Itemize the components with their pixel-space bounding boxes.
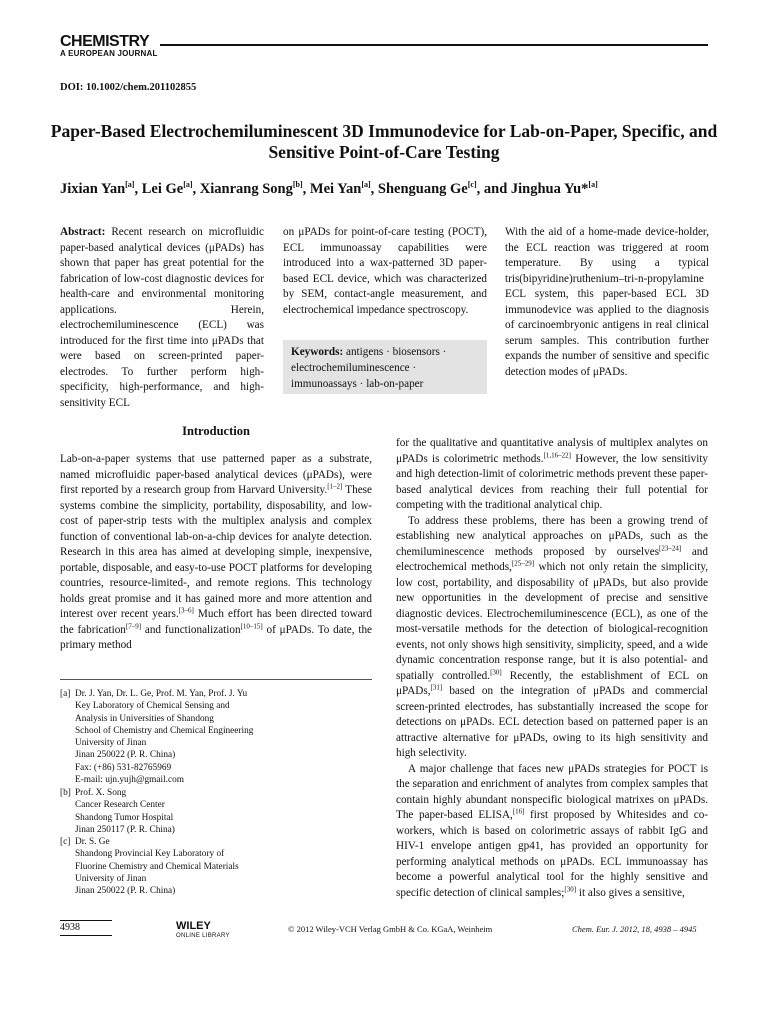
abstract-column-1 bbox=[60, 225, 264, 411]
affiliation-line: Prof. X. Song bbox=[75, 788, 127, 798]
header-rule bbox=[160, 44, 708, 46]
affiliation-label: [c] bbox=[60, 837, 71, 847]
author-name: Mei Yan bbox=[309, 180, 362, 197]
paragraph-text: Much effort has been directed toward the fabrication bbox=[60, 608, 372, 636]
page-number: 4938 bbox=[60, 922, 80, 933]
citation-ref: [30] bbox=[490, 667, 502, 676]
keywords-text: antigens · biosensors · electrochemiluminescence · immunoassays · lab-on-paper bbox=[291, 346, 447, 390]
journal-subtitle: A EUROPEAN JOURNAL bbox=[60, 49, 158, 58]
section-heading-introduction: Introduction bbox=[182, 424, 250, 438]
abstract-label: Abstract: bbox=[60, 226, 106, 238]
abstract-text-3: With the aid of a home-made device-holder, the ECL reaction was triggered at room temperature. By using a typical tris(bipyridine)ruthenium–tri-n-propylamine ECL system, this paper-based ECL 3D immunodevice was applied to the diagnosis of carcinoembryonic antigens in real clinical serum samples. This contribution further expands the number of sensitive and specific detection modes of μPADs. bbox=[505, 226, 709, 378]
paragraph bbox=[396, 762, 708, 902]
footnote-rule bbox=[60, 679, 372, 680]
author-name: Xianrang Song bbox=[199, 180, 293, 197]
affiliation-line: Jinan 250022 (P. R. China) bbox=[75, 886, 176, 897]
intro-left-column bbox=[60, 452, 372, 654]
paragraph-text: These systems combine the simplicity, portability, disposability, and low-cost of paper-strip tests with the multiplex analysis and complex function of conventional lab-on-a-chip devices for analyte detection. Research in this area has aimed at developing simple, inexpensive, portable, disposable, and easy-to-use POCT platforms for developing countries, resource-limited-, and remote regions. This technology holds great promise and it has gained more and more attention and interest over recent years. bbox=[60, 484, 372, 620]
affiliation-line: Shandong Tumor Hospital bbox=[75, 812, 174, 823]
paragraph-text: and electrochemical methods, bbox=[396, 545, 708, 573]
paragraph bbox=[396, 514, 708, 762]
affiliation-line: Cancer Research Center bbox=[75, 800, 165, 811]
affiliation-line: Fax: (+86) 531-82765969 bbox=[75, 762, 172, 773]
paragraph-text: which not only retain the simplicity, low cost, portability, and disposability of μPADs, but also provide new opportunities in the development of precise and sensitive diagnostic devices. Electrochemiluminescence (ECL), as one of the most-versatile methods for the detection of biological-recognition events, not only shows high sensitivity, simplicity, speed, and a wide dynamic concentration response range, but it is also potential- and spatially controlled. bbox=[396, 561, 708, 682]
author-affiliation-mark: [a] bbox=[125, 180, 135, 189]
affiliation-line: Dr. S. Ge bbox=[75, 837, 110, 847]
paragraph-text: To address these problems, there has been a growing trend of establishing new analytical approaches on μPADs, such as the chemiluminescence methods proposed by ourselves bbox=[396, 514, 708, 558]
affiliation-line: Fluorine Chemistry and Chemical Materials bbox=[75, 861, 239, 872]
affiliation-line: Key Laboratory of Chemical Sensing and bbox=[75, 701, 230, 712]
paragraph bbox=[60, 452, 372, 654]
citation-ref: [16] bbox=[512, 807, 525, 816]
affiliation-label: [a] bbox=[60, 689, 71, 699]
keywords-label: Keywords: bbox=[291, 346, 344, 358]
journal-citation: Chem. Eur. J. 2012, 18, 4938 – 4945 bbox=[572, 924, 697, 934]
affiliation-b bbox=[60, 787, 372, 836]
abstract-column-2 bbox=[283, 225, 487, 318]
footer-rule-top bbox=[60, 920, 112, 921]
abstract-text-2: on μPADs for point-of-care testing (POCT), ECL immunoassay capabilities were introduced into a wax-patterned 3D paper-based ECL device, which was characterized by SEM, contact-angle measurement, and electrochemical impedance spectroscopy. bbox=[283, 226, 487, 316]
paragraph-text: Recently, the establishment of ECL on μPADs, bbox=[396, 669, 708, 697]
affiliation-line: Dr. J. Yan, Dr. L. Ge, Prof. M. Yan, Prof. J. Yu bbox=[75, 689, 248, 699]
paragraph-text: Lab-on-a-paper systems that use patterned paper as a substrate, named microfluidic paper-based analytical devices (μPADs), were first reported by a research group from Harvard University. bbox=[60, 453, 372, 496]
author-name: Lei Ge bbox=[141, 180, 184, 197]
affiliation-line: School of Chemistry and Chemical Engineering bbox=[75, 725, 254, 736]
copyright: © 2012 Wiley-VCH Verlag GmbH & Co. KGaA, Weinheim bbox=[288, 924, 493, 934]
affiliation-a bbox=[60, 688, 372, 786]
wiley-logo: WILEY bbox=[176, 920, 211, 932]
affiliation-line: University of Jinan bbox=[75, 873, 147, 884]
affiliation-line: Jinan 250117 (P. R. China) bbox=[75, 824, 175, 835]
author-affiliation-mark: [a] bbox=[588, 180, 598, 189]
paragraph-text: However, the low sensitivity and high detection-limit of colorimetric methods prevent these paper-based analytical devices from reaching their full potential for competing with the traditional analytical chip. bbox=[396, 452, 709, 511]
author-affiliation-mark: [a] bbox=[183, 180, 193, 189]
citation-ref: [31] bbox=[430, 683, 443, 692]
footer-rule-bottom bbox=[60, 935, 112, 936]
citation-ref: [1,16–22] bbox=[543, 450, 571, 459]
intro-right-column bbox=[396, 436, 708, 901]
citation-ref: [25–29] bbox=[511, 559, 535, 568]
doi: DOI: 10.1002/chem.201102855 bbox=[60, 82, 197, 93]
affiliation-line: E-mail: ujn.yujh@gmail.com bbox=[75, 775, 185, 786]
paragraph-text: A major challenge that faces new μPADs strategies for POCT is the separation and enrichment of analytes from complex samples that contain highly abundant nonspecific biological matrixes on μPADs. The paper-based ELISA, bbox=[396, 762, 708, 821]
affiliation-line: Jinan 250022 (P. R. China) bbox=[75, 750, 176, 761]
author-affiliation-mark: [b] bbox=[292, 180, 303, 189]
abstract-text-1: Recent research on microfluidic paper-based analytical devices (μPADs) has shown that paper has great potential for the fabrication of low-cost diagnostic devices for health-care and environmental monitoring applications. Herein, electrochemiluminescence (ECL) was introduced for the first time into μPADs that were based on screen-printed paper-electrodes. To further perform high-specificity, high-performance, and high-sensitivity ECL bbox=[60, 226, 265, 409]
affiliation-label: [b] bbox=[60, 788, 71, 798]
citation-ref: [23–24] bbox=[659, 543, 682, 552]
author-list: Jixian Yan[a], Lei Ge[a], Xianrang Song[b], Mei Yan[a], Shenguang Ge[c], and Jinghua Yu*[a] bbox=[60, 180, 598, 197]
paragraph-text: for the qualitative and quantitative analysis of multiplex analytes on μPADs is colorimetric methods. bbox=[396, 437, 708, 465]
paragraph bbox=[396, 436, 708, 514]
paper-title: Paper-Based Electrochemiluminescent 3D Immunodevice for Lab-on-Paper, Specific, and Sensitive Point-of-Care Testing bbox=[50, 121, 718, 162]
affiliation-c bbox=[60, 836, 372, 897]
author-name: Shenguang Ge bbox=[377, 180, 468, 197]
citation-ref: [10–15] bbox=[240, 621, 263, 630]
paragraph-text: it also gives a sensitive, bbox=[576, 886, 685, 899]
author-affiliation-mark: [c] bbox=[467, 180, 477, 189]
paragraph-text: and functionalization bbox=[141, 623, 241, 636]
citation-ref: [7–9] bbox=[125, 621, 142, 630]
paragraph-text: first proposed by Whitesides and co-workers, which is based on colorimetric assays of rabbit IgG and HIV-1 envelope antigen gp41, has provided an opportunity for performing analytical methods on μPADs. ECL immunoassay has become a powerful analytical tool for the highly sensitive and specific detection of clinical samples; bbox=[396, 809, 709, 899]
citation-ref: [1–2] bbox=[327, 482, 343, 491]
citation-ref: [3–6] bbox=[178, 606, 194, 615]
journal-logo: CHEMISTRY bbox=[60, 33, 150, 50]
author-affiliation-mark: [a] bbox=[361, 180, 371, 189]
citation-ref: [30] bbox=[564, 884, 577, 893]
keywords-box bbox=[283, 340, 487, 394]
wiley-logo-subtitle: ONLINE LIBRARY bbox=[176, 933, 230, 939]
paragraph-text: based on the integration of μPADs and commercial screen-printed electrodes, has substantially increased the scope for detections on μPADs. ECL detection based on patterned paper is an attractive alternative for μPADs, owing to its high sensitivity and high selectivity. bbox=[396, 685, 708, 759]
author-name: and Jinghua Yu* bbox=[483, 180, 589, 197]
author-name: Jixian Yan bbox=[60, 180, 126, 197]
paragraph-text: of μPADs. To date, the primary method bbox=[60, 623, 373, 651]
affiliation-line: Analysis in Universities of Shandong bbox=[75, 713, 214, 724]
affiliation-line: University of Jinan bbox=[75, 738, 147, 749]
affiliation-line: Shandong Provincial Key Laboratory of bbox=[75, 849, 225, 860]
abstract-column-3 bbox=[505, 225, 709, 380]
